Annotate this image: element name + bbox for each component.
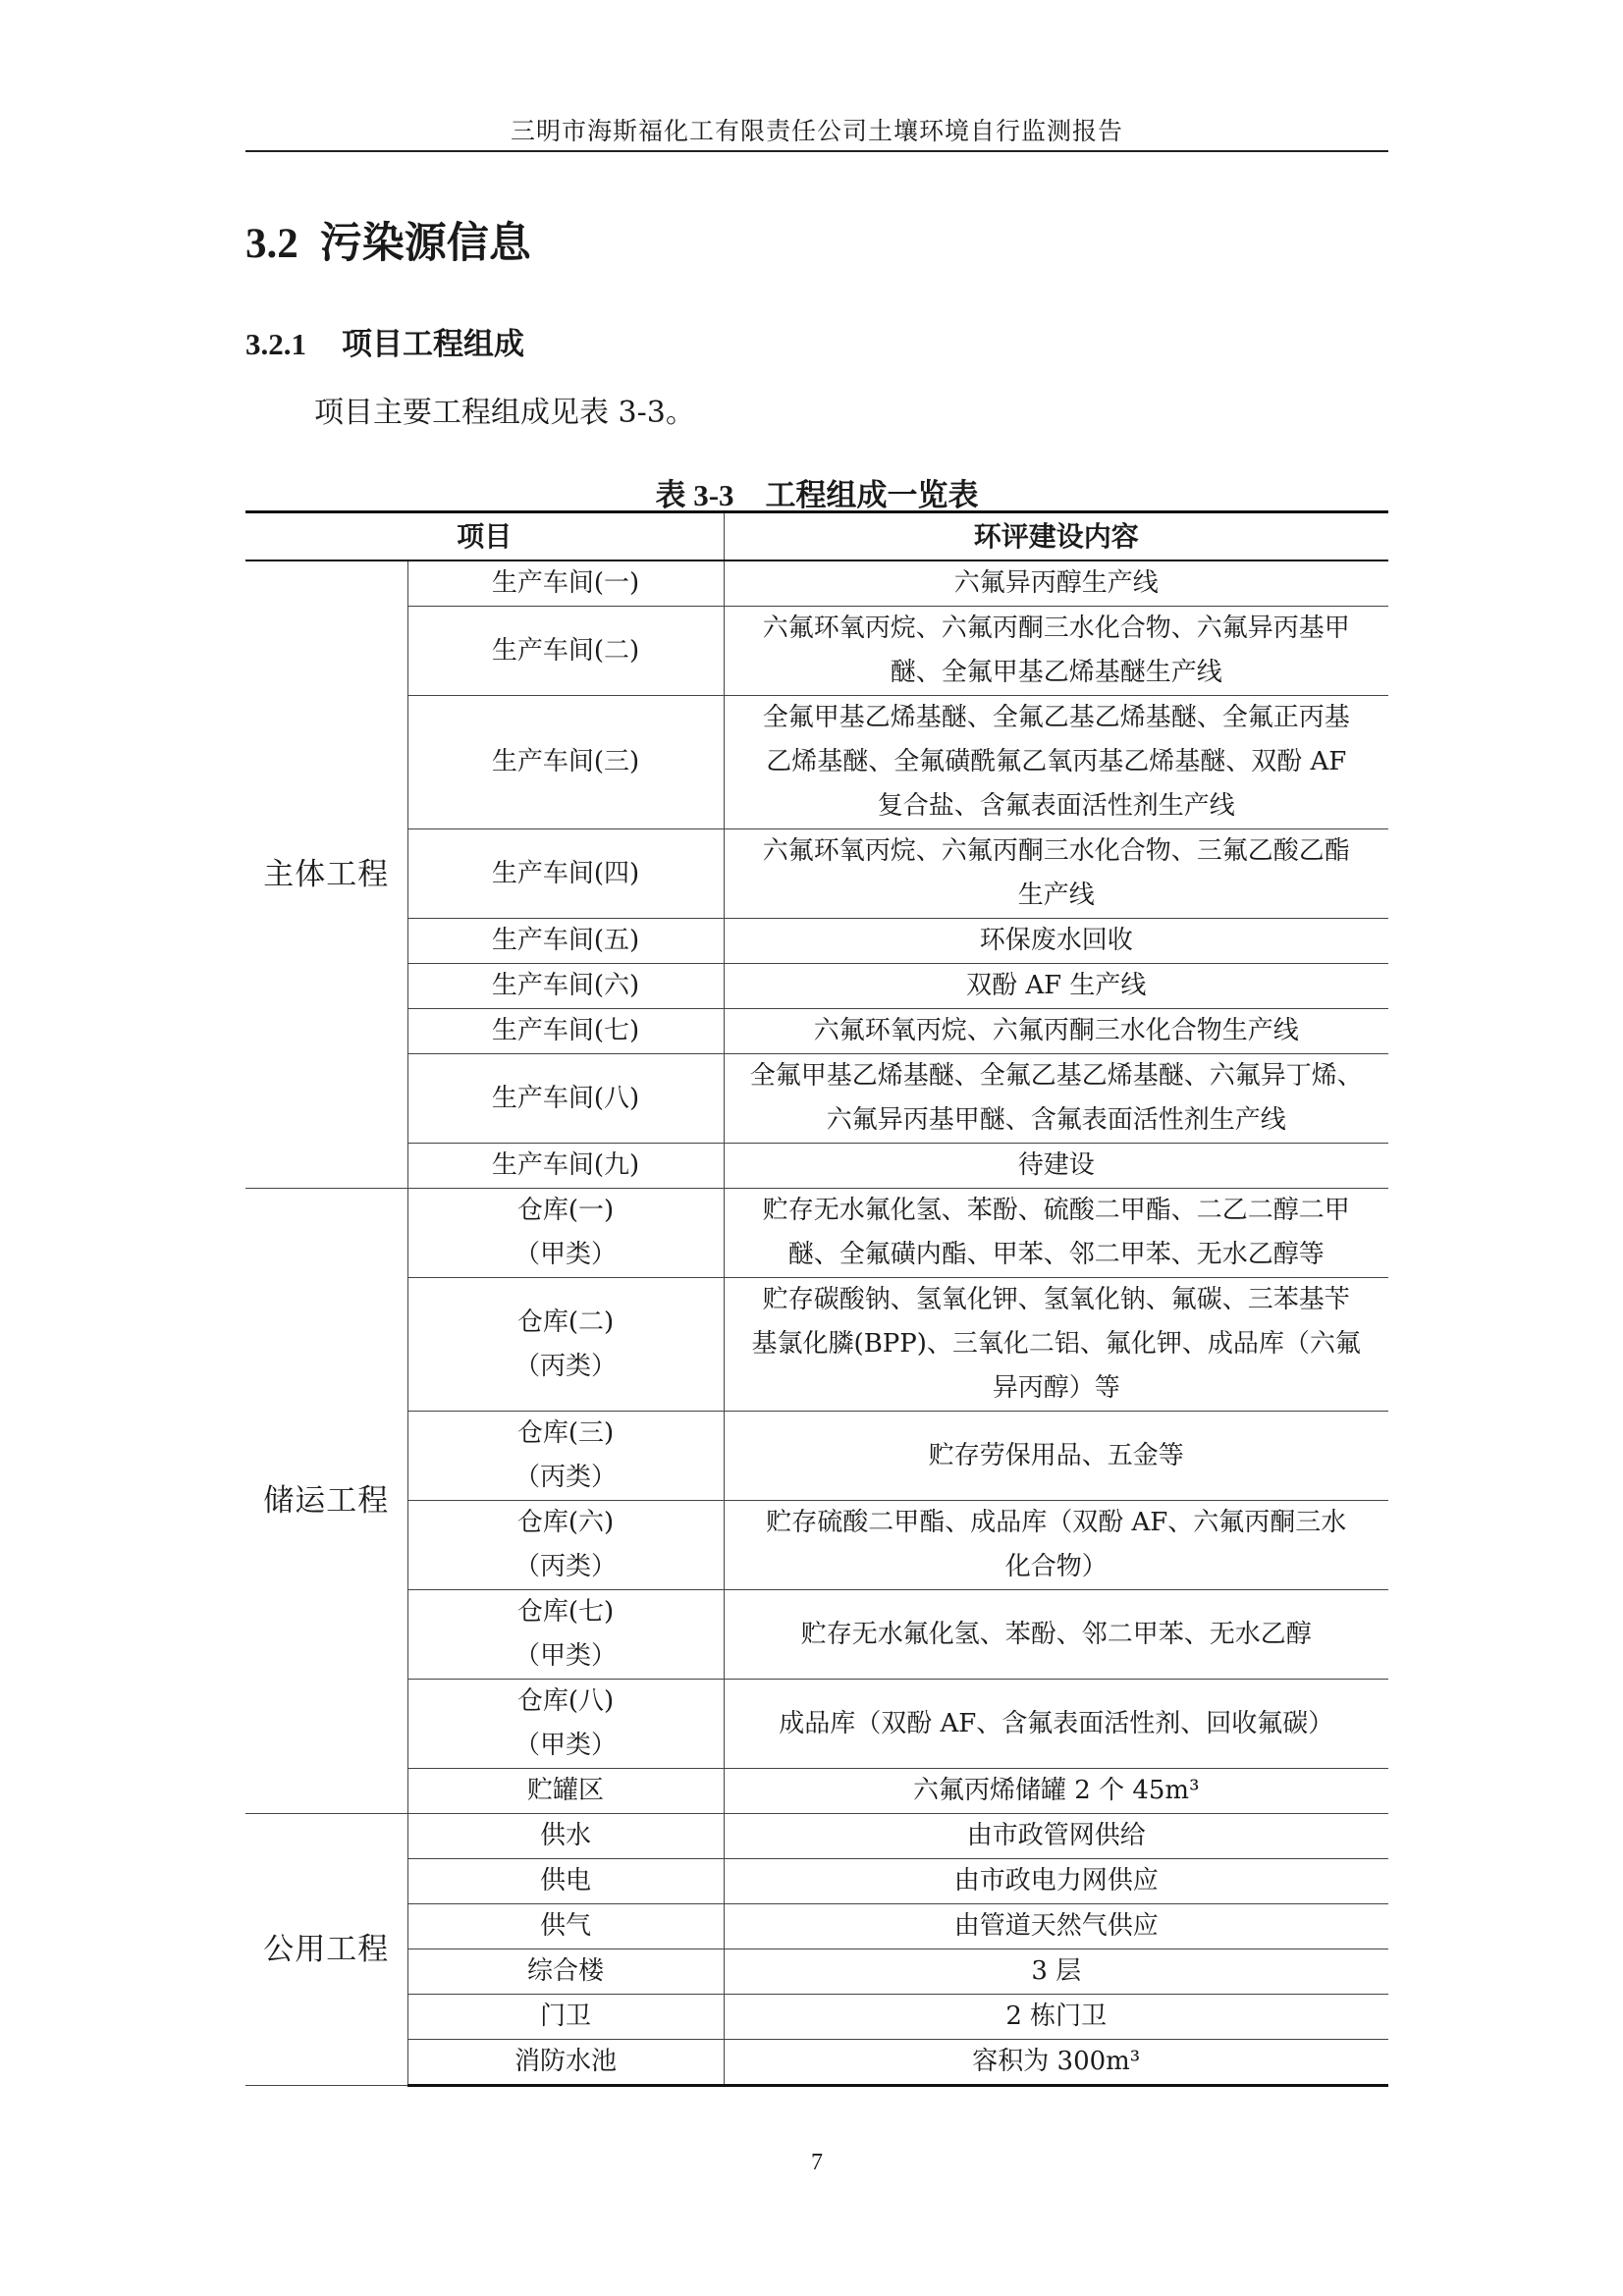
content-line: 六氟环氧丙烷、六氟丙酮三水化合物、三氟乙酸乙酯 (762, 836, 1350, 866)
item-cell (407, 1680, 724, 1769)
content-line: 异丙醇）等 (992, 1373, 1120, 1403)
content-cell (724, 1814, 1388, 1859)
content-line: 六氟环氧丙烷、六氟丙酮三水化合物生产线 (813, 1016, 1299, 1045)
item-cell (407, 1144, 724, 1189)
table-row (245, 1144, 1388, 1189)
content-cell (724, 1680, 1388, 1769)
content-cell (724, 1278, 1388, 1412)
content-cell (724, 1009, 1388, 1054)
table-row (245, 1189, 1388, 1278)
content-line: 由管道天然气供应 (953, 1911, 1159, 1941)
content-cell (724, 1189, 1388, 1278)
table-row (245, 1009, 1388, 1054)
header-content: 环评建设内容 (724, 512, 1388, 561)
item-label: 仓库(八) (516, 1686, 615, 1716)
item-label: 仓库(六) (516, 1508, 615, 1537)
content-cell (724, 1769, 1388, 1814)
content-cell (724, 561, 1388, 607)
content-line: 成品库（双酚 AF、含氟表面活性剂、回收氟碳） (779, 1708, 1334, 1738)
item-cell (407, 1412, 724, 1501)
content-cell (724, 829, 1388, 919)
content-line: 贮存硫酸二甲酯、成品库（双酚 AF、六氟丙酮三水 (766, 1508, 1347, 1537)
content-line: 乙烯基醚、全氟磺酰氟乙氧丙基乙烯基醚、双酚 AF (766, 747, 1347, 776)
table-row (245, 1859, 1388, 1904)
item-cell (407, 1814, 724, 1859)
item-class-label: （甲类） (514, 1641, 617, 1671)
content-cell (724, 1995, 1388, 2040)
header-rule (245, 150, 1388, 152)
item-label: 仓库(一) (516, 1196, 615, 1225)
item-class-label: （丙类） (514, 1351, 617, 1381)
header-item: 项目 (245, 512, 724, 561)
item-cell (407, 1949, 724, 1995)
item-label: 生产车间(九) (491, 1150, 640, 1180)
content-line: 全氟甲基乙烯基醚、全氟乙基乙烯基醚、全氟正丙基 (762, 703, 1350, 732)
content-line: 双酚 AF 生产线 (966, 971, 1147, 1000)
content-line: 基氯化膦(BPP)、三氧化二铝、氟化钾、成品库（六氟 (751, 1329, 1361, 1359)
content-line: 贮存劳保用品、五金等 (928, 1440, 1184, 1470)
item-label: 生产车间(五) (491, 926, 640, 955)
content-line: 醚、全氟磺内酯、甲苯、邻二甲苯、无水乙醇等 (787, 1240, 1325, 1269)
subsection-number: 3.2.1 (245, 327, 306, 361)
table-row (245, 1904, 1388, 1949)
section-number: 3.2 (245, 221, 298, 267)
works-table (245, 510, 1388, 2087)
content-cell (724, 1859, 1388, 1904)
content-cell (724, 1054, 1388, 1144)
page-number: 7 (811, 2150, 823, 2175)
item-label: 生产车间(八) (491, 1083, 640, 1113)
item-cell (407, 1859, 724, 1904)
section-heading (245, 210, 531, 270)
item-cell (407, 561, 724, 607)
item-label: 生产车间(一) (491, 568, 640, 598)
content-line: 生产线 (1017, 881, 1095, 910)
content-line: 环保废水回收 (979, 926, 1133, 955)
content-cell (724, 919, 1388, 964)
content-cell (724, 607, 1388, 696)
content-line: 容积为 300m³ (972, 2047, 1141, 2076)
table-row (245, 1814, 1388, 1859)
table-row (245, 964, 1388, 1009)
content-cell (724, 1949, 1388, 1995)
category-cell: 储运工程 (245, 1189, 407, 1814)
item-label: 生产车间(七) (491, 1016, 640, 1045)
item-cell (407, 1278, 724, 1412)
item-label: 生产车间(二) (491, 635, 640, 666)
item-cell (407, 829, 724, 919)
category-cell: 主体工程 (245, 561, 407, 1189)
item-label: 综合楼 (526, 1956, 604, 1986)
item-label: 仓库(三) (516, 1418, 615, 1448)
item-cell (407, 1769, 724, 1814)
content-cell (724, 1412, 1388, 1501)
content-line: 由市政管网供给 (966, 1821, 1146, 1850)
table-row (245, 1054, 1388, 1144)
table-row (245, 1590, 1388, 1680)
table-row (245, 607, 1388, 696)
table-row (245, 1995, 1388, 2040)
subsection-title: 项目工程组成 (342, 327, 524, 362)
content-line: 六氟异丙基甲醚、含氟表面活性剂生产线 (826, 1105, 1286, 1135)
content-line: 贮存无水氟化氢、苯酚、邻二甲苯、无水乙醇 (800, 1619, 1312, 1649)
content-line: 待建设 (1017, 1150, 1095, 1180)
content-line: 六氟环氧丙烷、六氟丙酮三水化合物、六氟异丙基甲 (762, 614, 1350, 643)
table-caption-title: 工程组成一览表 (765, 478, 979, 513)
item-cell (407, 964, 724, 1009)
table-row (245, 561, 1388, 607)
content-cell (724, 964, 1388, 1009)
content-line: 全氟甲基乙烯基醚、全氟乙基乙烯基醚、六氟异丁烯、 (749, 1061, 1363, 1091)
item-class-label: （甲类） (514, 1731, 617, 1760)
table-row (245, 1680, 1388, 1769)
item-label: 仓库(二) (516, 1307, 615, 1337)
table-row (245, 1412, 1388, 1501)
item-label: 门卫 (539, 2002, 591, 2031)
content-line: 3 层 (1031, 1956, 1082, 1986)
item-label: 供气 (539, 1911, 591, 1941)
table-row (245, 829, 1388, 919)
content-line: 贮存碳酸钠、氢氧化钾、氢氧化钠、氟碳、三苯基苄 (762, 1285, 1350, 1314)
content-line: 2 栋门卫 (1005, 2002, 1108, 2031)
item-label: 供水 (539, 1821, 591, 1850)
table-row (245, 1501, 1388, 1590)
content-cell (724, 2040, 1388, 2086)
table-caption (245, 470, 1388, 514)
item-label: 仓库(七) (516, 1597, 615, 1627)
item-label: 供电 (539, 1866, 591, 1896)
content-cell (724, 1590, 1388, 1680)
category-cell: 公用工程 (245, 1814, 407, 2086)
content-line: 醚、全氟甲基乙烯基醚生产线 (890, 658, 1222, 687)
content-line: 复合盐、含氟表面活性剂生产线 (877, 791, 1235, 821)
table-row (245, 1278, 1388, 1412)
item-cell (407, 696, 724, 829)
table-caption-number: 表 3-3 (655, 478, 734, 512)
item-cell (407, 1904, 724, 1949)
item-cell (407, 1189, 724, 1278)
content-line: 化合物） (1004, 1552, 1108, 1581)
item-cell (407, 1501, 724, 1590)
table-row (245, 696, 1388, 829)
item-cell (407, 1054, 724, 1144)
item-cell (407, 1590, 724, 1680)
item-label: 生产车间(三) (491, 747, 640, 776)
content-cell (724, 696, 1388, 829)
item-cell (407, 919, 724, 964)
item-class-label: （丙类） (514, 1463, 617, 1492)
table-row (245, 919, 1388, 964)
item-label: 生产车间(四) (491, 858, 640, 888)
item-cell (407, 607, 724, 696)
content-cell (724, 1904, 1388, 1949)
item-cell (407, 1995, 724, 2040)
intro-paragraph: 项目主要工程组成见表 3-3。 (314, 396, 695, 430)
table-header-row (245, 512, 1388, 561)
item-label: 消防水池 (514, 2047, 617, 2076)
table-row (245, 2040, 1388, 2086)
content-cell (724, 1501, 1388, 1590)
content-line: 六氟丙烯储罐 2 个 45m³ (913, 1776, 1200, 1805)
content-line: 六氟异丙醇生产线 (953, 568, 1159, 598)
content-line: 由市政电力网供应 (953, 1866, 1159, 1896)
subsection-heading (245, 319, 524, 363)
table-row (245, 1769, 1388, 1814)
item-cell (407, 2040, 724, 2086)
content-cell (724, 1144, 1388, 1189)
item-label: 贮罐区 (526, 1776, 604, 1805)
item-label: 生产车间(六) (491, 971, 640, 1000)
item-class-label: （丙类） (514, 1552, 617, 1581)
table-row (245, 1949, 1388, 1995)
item-class-label: （甲类） (514, 1240, 617, 1269)
content-line: 贮存无水氟化氢、苯酚、硫酸二甲酯、二乙二醇二甲 (762, 1196, 1350, 1225)
section-title: 污染源信息 (319, 219, 531, 268)
item-cell (407, 1009, 724, 1054)
page-header: 三明市海斯福化工有限责任公司土壤环境自行监测报告 (510, 117, 1123, 145)
table-body (245, 561, 1388, 2086)
